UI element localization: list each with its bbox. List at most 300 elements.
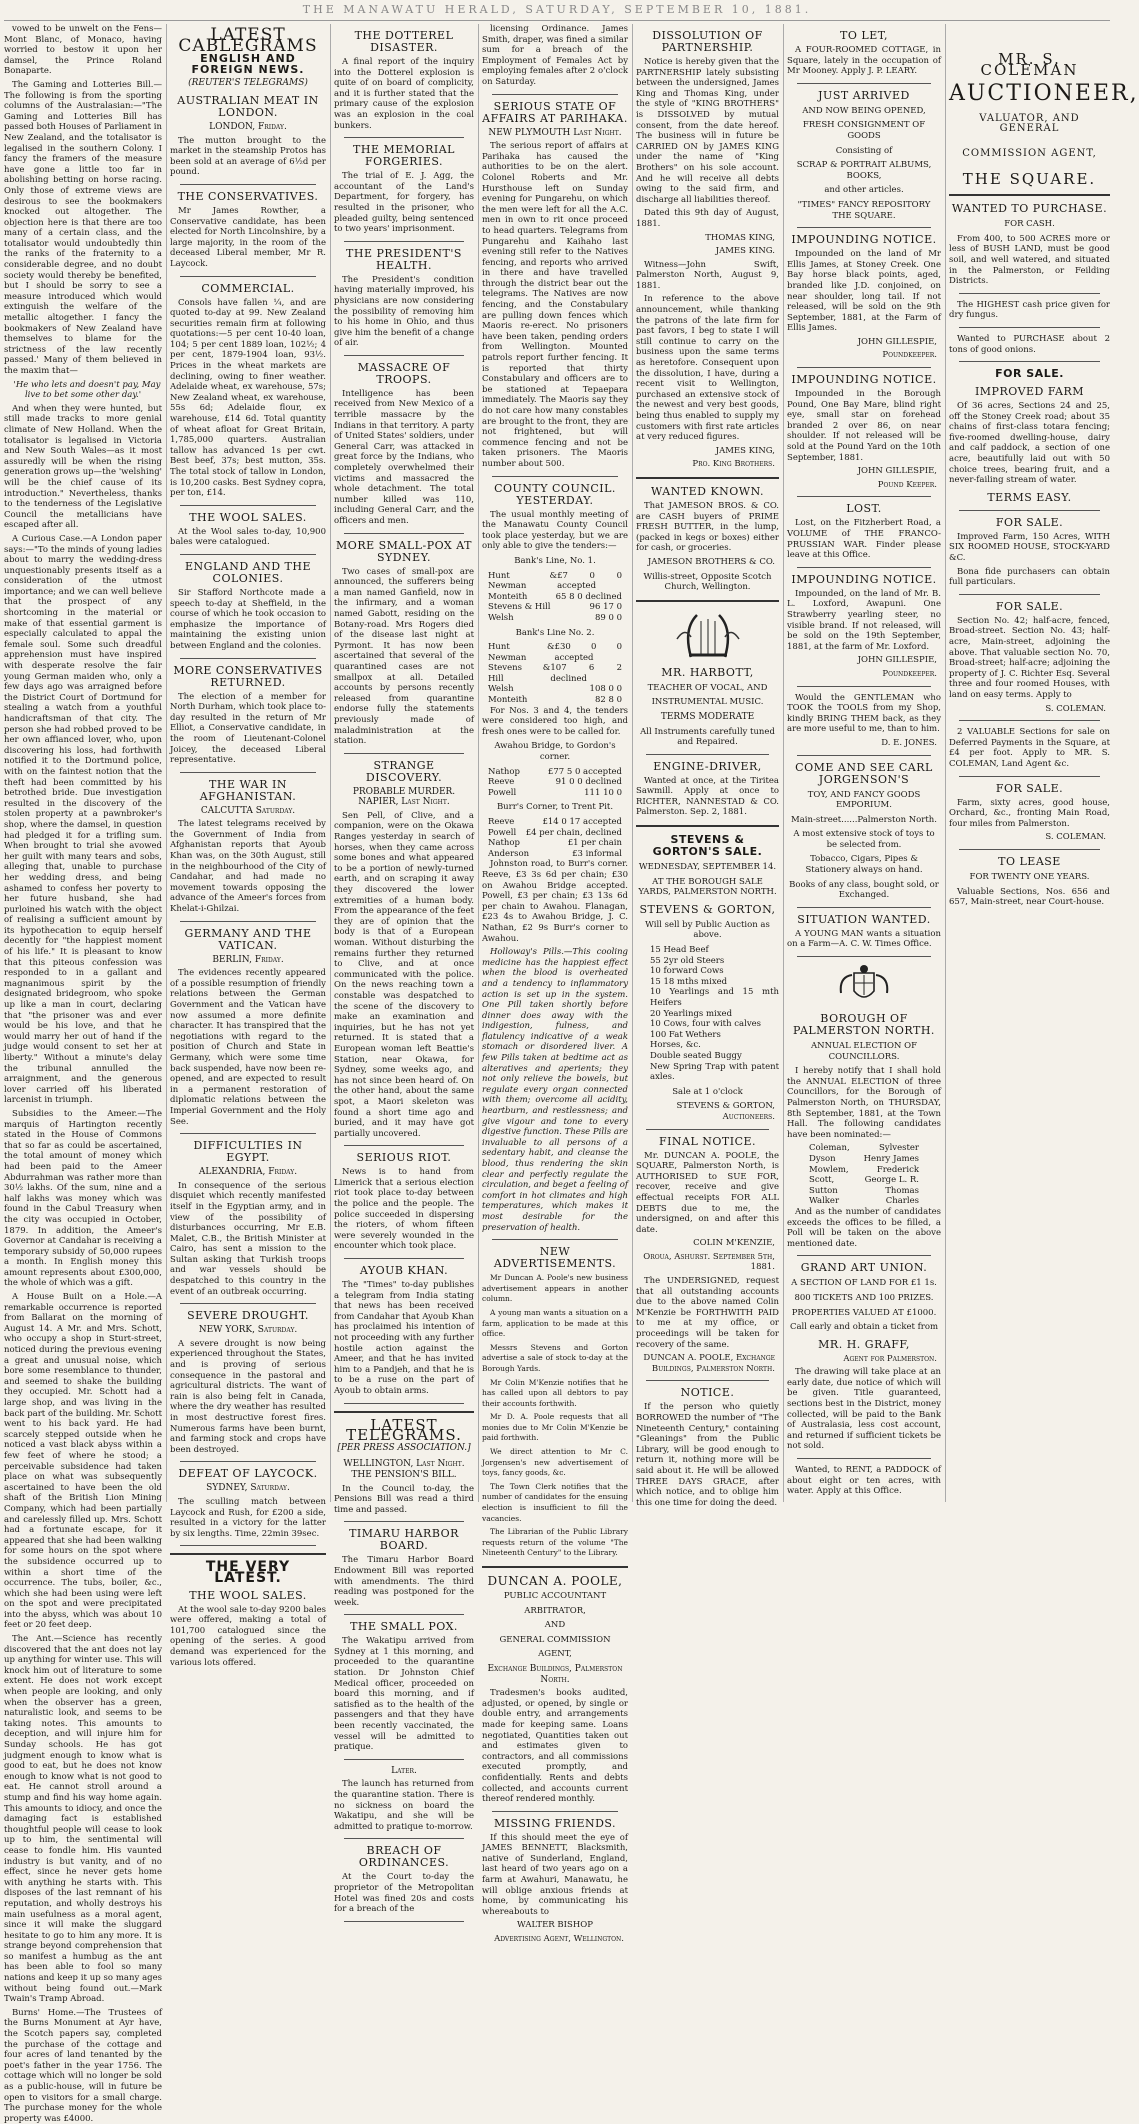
divider: [180, 505, 316, 506]
article-text: Consols have fallen ¼, and are quoted to-day at 99. New Zealand securities remain firm at following quotations:—5 per cent 10-40 loan, 104; 5 per cent 1889 loan, 102½; 4 per cent, 1879-1904 loan, 93½. Prices in the wheat markets are declining, owing to finer weather. Adelaide wheat, ex warehouse, 57s; New Zealand wheat, ex warehouse, 55s 6d; Adelaide flour, ex warehouse, £14 6d. Total quantity of wheat afloat for Great Britain, 1,785,000 quarters. Australian tallow has advanced 1s per cwt. Best beef, 37s; best mutton, 35s. The total stock of tallow in London, is 10,200 casks. Best Sydney copra, per ton, £14.: [170, 297, 326, 499]
sale-item: New Spring Trap with patent axles.: [650, 1061, 779, 1083]
tender-label: Burr's Corner, to Trent Pit.: [496, 802, 614, 813]
article-text: The mutton brought to the market in the steamship Protos has been sold at an average of 6½d per pound.: [170, 135, 326, 178]
divider: [797, 956, 931, 957]
tender-amount: £77 5 0 accepted: [547, 766, 622, 777]
advertisement-heading: IMPOUNDING NOTICE.: [791, 572, 937, 586]
article-heading: ENGLAND AND THE COLONIES.: [185, 559, 311, 585]
advertisement-text: A FOUR-ROOMED COTTAGE, in Square, lately in the occupation of Mr Mooney. Apply J. P. LEARY.: [787, 45, 941, 77]
divider: [344, 241, 464, 242]
tender-row: [482, 592, 628, 603]
column-4: [482, 24, 629, 1945]
advertisement-text: 2 VALUABLE Sections for sale on Deferred Payments in the Square, at £4 per foot. Apply to MR. S. COLEMAN, Land Agent &c.: [949, 727, 1110, 769]
article-heading: AUSTRALIAN MEAT IN LONDON.: [177, 93, 319, 119]
article-paragraph: The Ant.—Science has recently discovered that the ant does not lay up anything for winter use. This will knock him out of literature to some extent. He does not work except when people are looking, and only when the observer has a green, naturalistic look, and seems to be taking notes. This amounts to deception, and will injure him for Sunday schools. He has got judgment enough to know what is good to eat, but he does not know enough to know what is not good to eat. He cannot stroll around a stump and find his way home again. This amounts to idiocy, and once the damaging fact is established thoughtful people will cease to look up to him, the sentimental will cease to fondle him. His vaunted industry is but vanity, and of no effect, since he never gets home with anything he starts with. This disposes of the last remnant of his reputation, and wholly destroys his main usefulness as a moral agent, since it will make the sluggard hesitate to go to him any more. It is strange beyond comprehension that so manifest a humbug as the ant has been able to fool so many nations and keep it up so many ages without being found out.—Mark Twain's Tramp Abroad.: [4, 1634, 162, 2005]
article-text: The usual monthly meeting of the Manawatu County Council took place yesterday, but we are only able to give the tenders:—: [482, 509, 628, 552]
article-paragraph: And when they were hunted, but still made tracks to more genial climate of New Holland. When the totalisator is legalised in Victoria and New South Wales—as it most assuredly will be when the rising generation grows up—the 'welshing' will be the chief cause of its introduction." Nevertheless, thanks to the tenderness of the Legislative Council the metallicians have escaped after all.: [4, 403, 162, 531]
divider: [344, 1921, 464, 1922]
tender-row: [482, 642, 628, 663]
sale-item: 55 2yr old Steers: [650, 955, 725, 966]
advertiser-title: AGENT,: [538, 1649, 572, 1660]
article-text: The sculling match between Laycock and Rush, for £200 a side, resulted in a victory for the latter by six lengths. Time, 22min 39sec.: [170, 1496, 326, 1539]
tender-row: [482, 695, 628, 706]
advertisement-text: Impounded in the Borough Pound, One Bay Mare, blind right eye, small star on forehead branded 2 over 86, on near shoulder. If not released will be sold at the Pound Yard on the 10th September, 1881.: [787, 389, 941, 463]
sale-item-list: [636, 945, 779, 1083]
advertisement-heading: FOR SALE.: [995, 781, 1064, 795]
tender-amount: 65 8 0 declined: [555, 591, 622, 602]
article-text: Mr James Rowther, a Conservative candidate, has been elected for North Lincolnshire, by a large majority, in the room of the deceased Liberal member, Mr R. Laycock.: [170, 205, 326, 269]
section-title: LATEST CABLEGRAMS: [178, 25, 318, 56]
tenderer-name: Powell: [488, 787, 517, 798]
column-rule: [478, 24, 479, 1502]
tenderer-name: Nathop: [488, 838, 520, 849]
advertisement-heading: SITUATION WANTED.: [797, 912, 931, 926]
advertisement-line: SCRAP & PORTRAIT ALBUMS, BOOKS,: [796, 160, 932, 181]
advertisement-text: Of 36 acres, Sections 24 and 25, off the Stoney Creek road; about 35 chains of first-class totara fencing; five-roomed dwelling-house, dairy and calf paddock, a section of one acre, beautifully laid out with 50 choice trees, bearing fruit, and a never-failing stream of water.: [949, 401, 1110, 486]
advertisement-text: Wanted at once, at the Tiritea Sawmill. Apply at once to RICHTER, NANNESTAD & CO. Palmerston. Sep. 2, 1881.: [636, 775, 779, 818]
tenderer-name: Powell: [488, 827, 517, 838]
advertisement-heading: FOR SALE.: [995, 367, 1064, 381]
signature: Pro. King Brothers.: [692, 459, 775, 470]
article-text: Intelligence has been received from New Mexico of a terrible massacre by the Indians in that territory. A party of United States' soldiers, under General Carr, was attacked in great force by the Indians, who completely overwhelmed their victims and massacred the whole detachment. The total number killed was 110, including General Carr, and the officers and men.: [334, 388, 474, 526]
article-text: The election of a member for North Durham, which took place to-day resulted in the return of Mr Elliot, a Conservative candidate, in the room of Lieutenant-Colonel Joicey, the deceased Liberal representative.: [170, 691, 326, 766]
tender-amount: 111 10 0: [584, 787, 622, 798]
tender-amount: 89 0 0: [594, 612, 622, 623]
tender-amount: £30 0 0 accepted: [554, 642, 622, 663]
column-3: [334, 24, 474, 1915]
divider: [959, 361, 1100, 362]
latest-telegrams-title: LATEST TELEGRAMS.: [346, 1415, 462, 1445]
advertisement-heading: WANTED KNOWN.: [650, 484, 765, 498]
candidate-row: [787, 1154, 941, 1165]
divider: [344, 1614, 464, 1615]
article-text: Sen Pell, of Clive, and a companion, were on the Okawa Ranges yesterday in search of horses, when they came across some bones and what appeared to be a portion of newly-turned earth, and on scraping it away they discovered the lower extremities of a human body. From the appearance of the feet they are of opinion that the body is that of a European woman. Without disturbing the remains further they returned to Clive, and at once communicated with the police. On the news reaching town a constable was despatched to the scene of the discovery to make an examination and inquiries, but he has not yet returned. It is stated that a European woman left Beattie's Station, near Okawa, for Sydney, some weeks ago, and has not since been heard of. On the other hand, about the same spot, a Maori skeleton was found a short time ago and buried, and it may have got partially uncovered.: [334, 810, 474, 1139]
divider: [797, 1255, 931, 1256]
divider: [180, 1303, 316, 1304]
divider: [636, 600, 779, 602]
list-item: Mr Colin M'Kenzie notifies that he has called upon all debtors to pay their accounts forthwith.: [482, 1377, 628, 1408]
advertisement-heading: DISSOLUTION OF PARTNERSHIP.: [652, 29, 763, 54]
sale-item: 10 forward Cows: [650, 966, 724, 977]
advertisement-heading: WANTED TO PURCHASE.: [951, 202, 1108, 216]
article-heading: AYOUB KHAN.: [359, 1264, 449, 1278]
divider: [797, 83, 931, 84]
advertisement-line: PROPERTIES VALUED AT £1000.: [791, 1307, 937, 1318]
advertisement-line: FRESH CONSIGNMENT OF GOODS: [802, 120, 926, 141]
masthead: THE MANAWATU HERALD, SATURDAY, SEPTEMBER 10, 1881.: [302, 3, 812, 16]
advertisement-text: Will sell by Public Auction as above.: [645, 919, 770, 941]
tenderer-name: Monteith: [488, 695, 528, 706]
divider: [492, 1239, 618, 1240]
advertisement-heading: ENGINE-DRIVER,: [653, 759, 762, 773]
advertisement-text: Farm, sixty acres, good house, Orchard, &c., fronting Main Road, four miles from Palmerston.: [949, 797, 1110, 829]
tender-row: [482, 613, 628, 624]
advertisement-text: All Instruments carefully tuned and Repaired.: [640, 726, 775, 748]
advertisement-text: That JAMESON BROS. & CO. are CASH buyers of PRIME FRESH BUTTER, in the lump, (packed in kegs or boxes) either for cash, or groceries.: [636, 500, 779, 554]
article-heading: STRANGE DISCOVERY.: [365, 758, 443, 784]
article-heading: COMMERCIAL.: [201, 281, 295, 295]
advertisement-text: Dated this 9th day of August, 1881.: [636, 208, 779, 229]
advertiser-title: AUCTIONEER,: [949, 81, 1139, 107]
masthead-rule: [4, 20, 1110, 21]
article-text: licensing Ordinance. James Smith, draper, was fined a similar sum for a breach of the Employment of Females Act by employing females after 2 o'clock on Saturday.: [482, 24, 628, 87]
tender-amount: 107 6 2 declined: [550, 663, 622, 684]
tender-row: [482, 777, 628, 788]
article-heading: THE SMALL POX.: [350, 1620, 458, 1634]
article-text: For Nos. 3 and 4, the tenders were considered too high, and fresh ones were to be called for.: [482, 705, 628, 737]
divider: [180, 276, 316, 277]
article-paragraph: A Curious Case.—A London paper says:—"To the minds of young ladies about to marry the wedding-dress unquestionably presents itself as a consideration of the utmost importance; and we can well believe that the prospect of any shortcoming in the material or make of that essential garment is especially calculated to appal the female soul. Some such dreadful apprehension must have inspired with desperate resolve the fair young German maiden who, only a few days ago was arraigned before the District Court of Dortmund for stealing a watch from a youthful handicraftsman of that city. The person she had robbed proved to be her own affianced lover, who, upon discovering his loss, had forthwith notified it to the Dortmund police, with on the faintest notion that the theft had been committed by his betrothed bride. Due investigation resulted in the discovery of the stolen property at a pawnbroker's shop, where the damsel, in question had pledged it for a trifling sum. When brought to trial she avowed her guilt with many tears and sobs, alleging that, unable to purchase her wedding dress, and being ashamed to confess her poverty to her future husband, she had purloined his watch with the object of realising a sufficient amount by its hypothecation to equip herself decently for "the happiest moment of his life." It is pleasant to know that this piteous confession was responded to in a gallant and magnanimous spirit by the designated bridegroom, who spoke up like a man in court, declaring that "the prisoner was and ever would be his love, and that he would marry her out of hand if the judge would consent to set her at liberty." Without a minute's delay the tribunal annulled the arraignment, and the generous lover carried off his liberated larcenist in triumph.: [4, 533, 162, 1106]
signature: JOHN GILLESPIE,: [857, 336, 937, 347]
divider: [797, 755, 931, 756]
candidate-surname: Walker: [809, 1196, 840, 1207]
advertisement-text: Impounded on the land of Mr Ellis James, at Stoney Creek. One Bay horse black points, aged, branded like J.D. conjoined, on near shoulder, long tail. If not released, will be sold on the 9th September, 1881, at the Farm of Ellis James.: [787, 249, 941, 334]
advertisement-text: The drawing will take place at an early date, due notice of which will be given. Title guaranteed, sections best in the District, money collected, will be paid to the Bank of Australasia, less cost account, and returned if sufficient tickets be not sold.: [787, 1367, 941, 1452]
candidate-row: [787, 1143, 941, 1154]
candidate-surname: Dyson: [809, 1153, 836, 1164]
divider: [344, 355, 464, 356]
article-text: News is to hand from Limerick that a serious election riot took place to-day between the police and the people. The police succeeded in dispersing the rioters, of whom fifteen were severely wounded in the encounter which took place.: [334, 1167, 474, 1252]
advertisement-text: Would the GENTLEMAN who TOOK the TOOLS from my Shop, kindly BRING THEM back, as they are more useful to me, than to him.: [787, 692, 941, 735]
divider: [344, 1838, 464, 1839]
article-paragraph: The Gaming and Lotteries Bill.—The following is from the sporting columns of the Australasian:—"The Gaming and Lotteries Bill has passed both Houses of Parliament in New Zealand, and the totalisator is legalised in the southern Colony. I fancy the framers of the measure have gone a little too far in abolishing betting on horse racing. Only those of extreme views are desirous to see the bookmakers knocked out altogether. The objection here is that there are too many of a certain class, and the totalisator would undoubtedly thin the ranks of the fraternity to a considerable degree, and no doubt society would thereby be benefited, but I should be sorry to see a measure introduced which would extinguish the welfare of the metallic altogether. I fancy the bookmakers of New Zealand have themselves to blame for the strictness of the law recently passed.' Many of them believed in the maxim that—: [4, 79, 162, 376]
signature: Pound Keeper.: [877, 479, 937, 490]
divider: [344, 1521, 464, 1522]
signature: Advertising Agent, Wellington.: [494, 1934, 624, 1945]
advertiser-title: PUBLIC ACCOUNTANT: [503, 1591, 607, 1601]
tenderer-name: Welsh: [488, 612, 514, 623]
divider: [344, 1403, 464, 1404]
sale-time: Sale at 1 o'clock: [672, 1086, 743, 1097]
advertiser-name: "TIMES" FANCY REPOSITORY THE SQUARE.: [797, 199, 931, 221]
tender-row: [482, 788, 628, 799]
dateline: BERLIN, Friday.: [212, 954, 284, 965]
divider: [797, 686, 931, 687]
divider: [797, 496, 931, 497]
candidate-forename: Frederick: [876, 1164, 919, 1175]
advertisement-subheading: FOR TWENTY ONE YEARS.: [969, 871, 1090, 882]
list-item: We direct attention to Mr C. Jorgensen's new advertisement of toys, fancy goods, &c.: [482, 1447, 628, 1478]
advertiser-address: Exchange Buildings, Palmerston North.: [487, 1663, 623, 1685]
section-subtitle: ENGLISH AND FOREIGN NEWS.: [191, 52, 305, 76]
signature: S. COLEMAN.: [1045, 832, 1106, 843]
column-rule: [330, 24, 331, 1502]
advertiser-line: COMMISSION AGENT,: [962, 147, 1097, 159]
divider: [492, 94, 618, 95]
signature: JAMESON BROTHERS & CO.: [647, 556, 775, 567]
advertiser-address: Willis-street, Opposite Scotch Church, Wellington.: [643, 571, 772, 593]
article-heading: SEVERE DROUGHT.: [187, 1309, 309, 1323]
divider: [180, 1133, 316, 1134]
advertisement-heading: FINAL NOTICE.: [658, 1134, 757, 1148]
divider: [797, 1458, 931, 1459]
article-text: Holloway's Pills.—This cooling medicine has the happiest effect when the blood is overheated and a tendency to inflammatory action is set up in the system. One Pill taken shortly before dinner does away with the indigestion, fulness, and flatulency indicative of a weak stomach or disordered liver. A few Pills taken at bedtime act as alteratives and aperients; they not only relieve the bowels, but regulate every organ connected with them; overcome all acidity, heartburn, and restlessness; and give vigour and tone to every digestive function. These Pills are invaluable to all persons of a sedentary habit, and cleanse the blood, thus rendering the skin clear and perfectly regulate the circulation, and beget a feeling of comfort in hot climates and high temperatures, which makes it most desirable for the preservation of health.: [482, 947, 629, 1233]
sale-item: 10 Cows, four with calves: [650, 1019, 762, 1030]
dateline: ALEXANDRIA, Friday.: [198, 1167, 298, 1178]
article-text: The Timaru Harbor Board Endowment Bill was reported with amendments. The third reading was postponed for the week.: [334, 1555, 474, 1608]
article-heading: THE WOOL SALES.: [189, 1588, 307, 1602]
tender-row: [482, 663, 628, 684]
advertisement-text: If the person who quietly BORROWED the number of "The Nineteenth Century," containing "Gleanings" from the Public Library, will be good enough to return it, nothing more will be said about it. He will be allowed THREE DAYS GRACE, after which notice, and to oblige him this one time for doing the deed.: [636, 1402, 779, 1508]
sale-item: 15 18 mths mixed: [650, 976, 728, 987]
divider: [949, 194, 1110, 196]
divider: [959, 293, 1100, 294]
divider: [344, 1258, 464, 1259]
signature: Agent for Palmerston.: [843, 1353, 937, 1364]
signature: COLIN M'KENZIE,: [693, 1238, 775, 1249]
divider: [180, 1545, 316, 1546]
article-text: The latest telegrams received by the Government of India from Afghanistan reports that Ayoub Khan was, on the 30th August, still in the neighbourhood of the City of Candahar, and had made no movement towards opposing the advance of the Ameer's forces from Khelat-i-Ghilzai.: [170, 819, 326, 915]
advertisement-line: and other articles.: [824, 185, 904, 196]
advertisement-text: Lost, on the Fitzherbert Road, a VOLUME of THE FRANCO-PRUSSIAN WAR. Finder please leave at this Office.: [787, 518, 941, 561]
article-heading: THE WOOL SALES.: [189, 510, 307, 524]
advertisement-text: The UNDERSIGNED, request that all outstanding accounts due to the above named Colin M'Kenzie be FORTHWITH PAID to me at my office, or proceedings will be taken for recovery of the same.: [636, 1276, 779, 1350]
article-paragraph: A House Built on a Hole.—A remarkable occurrence is reported from Ballarat on the morning of August 14. A Mr. and Mrs. Schott, who occupy a shop in Sturt-street, noticed during the previous evening a great and unusual noise, which bore some resemblance to thunder, and seemed to shake the building they occupied. Mr. Schott had a large shop, and was living in the back part of the building. Mr. Schott went to his back yard. He had scarcely stepped outside when he noticed a vast black abyss within a few feet of where he stood; a perceivable subsidence had taken place on what was subsequently ascertained to have been the old shaft of the British Lion Mining Company, which had been partially and carelessly filled up. Mrs. Schott had a fortunate escape, for it appeared that she had been walking for some hours on the spot where the subsidence occurred up to within a short time of the occurrence. The tubs, boiler, &c., which she had been using were left on the spot and were precipitated into the abyss, which was about 10 feet or 20 feet deep.: [4, 1292, 162, 1631]
tender-table: [482, 741, 628, 859]
column-rule: [783, 24, 784, 1502]
tender-row: [482, 602, 628, 613]
list-item: A young man wants a situation on a farm, application to be made at this office.: [482, 1307, 628, 1339]
signature: Oroua, Ashurst. September 5th, 1881.: [643, 1251, 775, 1273]
tenderer-name: Anderson: [488, 848, 530, 859]
tenderer-name: Reeve: [488, 817, 515, 827]
tender-amount: £14 0 17 accepted: [542, 817, 622, 827]
article-heading: THE MEMORIAL FORGERIES.: [353, 143, 455, 169]
advertisement-heading: NOTICE.: [680, 1386, 735, 1400]
advertisement-heading: IMPOUNDING NOTICE.: [791, 233, 937, 247]
advertisement-text: Valuable Sections, Nos. 656 and 657, Main-street, near Court-house.: [949, 886, 1110, 908]
tender-label: Awahou Bridge, to Gordon's corner.: [494, 741, 616, 763]
divider: [636, 477, 779, 479]
article-paragraph: Burns' Home.—The Trustees of the Burns Monument at Ayr have, the Scotch papers say, completed the purchase of the cottage and four acres of land tenanted by the poet's father in the year 1756. The cottage which will no longer be sold as a public-house, will in future be open to visitors for a small charge. The purchase money for the whole property was £4000.: [4, 2007, 162, 2124]
article-text: Sir Stafford Northcote made a speech to-day at Sheffield, in the course of which he took occasion to emphasize the importance of maintaining the existing union between England and the colonies.: [170, 587, 326, 651]
tender-amount: 82 8 0: [594, 695, 622, 706]
article-text: The "Times" to-day publishes a telegram from India stating that news has been received from Candahar that Ayoub Khan has proclaimed his intention of not proceeding with any further hostile action against the Ameer, and that he has invited him to a Pandjeh, and that he is to be a ruse on the part of Ayoub to obtain arms.: [334, 1280, 474, 1396]
coat-of-arms-icon: [837, 963, 891, 1007]
divider: [492, 1811, 618, 1812]
candidate-forename: Thomas: [885, 1185, 919, 1196]
advertiser-name: DUNCAN A. POOLE,: [487, 1574, 623, 1588]
advertisement-line: Books of any class, bought sold, or Exchanged.: [789, 879, 939, 901]
advertisement-text: I hereby notify that I shall hold the ANNUAL ELECTION of three Councillors, for the Borough of Palmerston North, on THURSDAY, 8th September, 1881, at the Town Hall. The following candidates have been nominated:—: [787, 1066, 941, 1140]
auctioneer-name: STEVENS & GORTON,: [639, 902, 776, 916]
advertisement-line: A SECTION OF LAND FOR £1 1s.: [791, 1278, 937, 1289]
candidate-forename: Charles: [885, 1196, 919, 1207]
candidate-row: [787, 1165, 941, 1176]
article-text: The evidences recently appeared of a possible resumption of friendly relations between the German Government and the Vatican have now assumed a more definite character. It has transpired that the negotiations with regard to the position of Church and State in Germany, which were some time back suspended, have now been re-opened, and are expected to result in a permanent restoration of diplomatic relations between the Imperial Government and the Holy See.: [170, 968, 326, 1127]
tender-row: [482, 838, 628, 849]
tenderer-name: Stevens & Hill: [488, 602, 551, 613]
very-latest-title: THE VERY LATEST.: [205, 1559, 291, 1586]
advertiser-title: AND: [544, 1620, 566, 1631]
advertisement-text: A most extensive stock of toys to be selected from.: [793, 829, 935, 850]
divider: [959, 510, 1100, 511]
divider: [959, 327, 1100, 328]
advertisement-heading: IMPOUNDING NOTICE.: [791, 373, 937, 387]
article-text: The trial of E. J. Agg, the accountant of the Land's Department, for forgery, has resulted in the prisoner, who pleaded guilty, being sentenced to two years' imprisonment.: [334, 171, 474, 235]
advertisement-text: Bona fide purchasers can obtain full particulars.: [949, 566, 1110, 588]
signature: D. E. JONES.: [881, 737, 937, 748]
sale-item: 15 Head Beef: [650, 945, 709, 956]
advertiser-title: INSTRUMENTAL MUSIC.: [651, 697, 764, 708]
column-rule: [632, 24, 633, 1502]
advertiser-line: VALUATOR, AND GENERAL: [979, 112, 1080, 135]
article-text: At the Court to-day the proprietor of the Metropolitan Hotel was fined 20s and costs for a breach of the: [334, 1872, 474, 1915]
advertiser-title: TEACHER OF VOCAL, AND: [647, 682, 768, 693]
tender-row: [482, 767, 628, 778]
signature: JOHN GILLESPIE,: [857, 466, 937, 477]
advertisement-subheading: ANNUAL ELECTION OF COUNCILLORS.: [811, 1041, 917, 1062]
sale-item: Horses, &c.: [650, 1040, 701, 1051]
tender-table: [482, 556, 628, 706]
signature: Poundkeeper.: [882, 668, 937, 679]
byline: (REUTER'S TELEGRAMS): [188, 78, 308, 89]
advertisement-text: In reference to the above announcement, while thanking the patrons of the late firm for past favors, I beg to state I will still continue to carry on the business upon the same terms as heretofore. Consequent upon the dissolution, I have, during a recent visit to Wellington, purchased an extensive stock of the newest and very best goods, being thus enabled to supply my customers with first rate articles at very reduced figures.: [636, 294, 779, 443]
divider: [170, 1553, 326, 1555]
lyre-ornament-icon: [673, 609, 743, 661]
divider: [180, 184, 316, 185]
candidate-surname: Mowlem,: [809, 1164, 849, 1175]
dateline: LONDON, Friday.: [209, 121, 287, 132]
divider: [180, 772, 316, 773]
tenderer-name: Hunt & Newman: [488, 642, 555, 663]
tender-amount: 108 0 0: [589, 684, 622, 695]
advertisement-subheading: TOY, AND FANCY GOODS EMPORIUM.: [807, 789, 921, 811]
article-heading: SERIOUS RIOT.: [356, 1151, 452, 1165]
sale-item: Double seated Buggy: [650, 1050, 742, 1061]
advertisement-heading: JUST ARRIVED: [818, 88, 910, 102]
advertiser-title: GENERAL COMMISSION: [499, 1634, 611, 1645]
sale-date: WEDNESDAY, SEPTEMBER 14.: [638, 862, 777, 873]
article-heading: MORE SMALL-POX AT SYDNEY.: [336, 538, 472, 564]
article-text: The President's condition having materially improved, his physicians are now considering the possibility of removing him to his home in Ohio, and thus give him the benefit of a change of air.: [334, 274, 474, 349]
advertiser-titles: [482, 1591, 628, 1660]
tender-row: [482, 828, 628, 839]
candidate-surname: Scott,: [809, 1175, 835, 1186]
dateline: SYDNEY, Saturday.: [206, 1483, 290, 1494]
candidate-surname: Sutton: [809, 1185, 838, 1196]
divider: [344, 137, 464, 138]
article-text: The Wakatipu arrived from Sydney at 1 this morning, and proceeded to the quarantine station. Dr Johnston Chief Medical officer, proceeded on board this morning, and if satisfied as to the health of the passengers and that they have been recently vaccinated, the vessel will be admitted to pratique.: [334, 1636, 474, 1753]
sale-item: 20 Yearlings mixed: [650, 1008, 733, 1019]
article-text: At the Wool sales to-day, 10,900 bales were catalogued.: [170, 526, 326, 548]
divider: [797, 567, 931, 568]
divider: [959, 849, 1100, 850]
tenderer-name: Reeve: [488, 777, 515, 788]
advertisement-text: From 400, to 500 ACRES more or less of BUSH LAND, must be good soil, and well watered, and situated in the Palmerston, or Feilding Districts.: [949, 233, 1110, 287]
advertisement-text: Wanted to PURCHASE about 2 tons of good onions.: [949, 333, 1110, 355]
signature: JAMES KING.: [715, 246, 775, 257]
advertisement-heading: STEVENS & GORTON'S SALE.: [652, 833, 763, 859]
article-heading: DIFFICULTIES IN EGYPT.: [193, 1139, 303, 1165]
list-item: The Librarian of the Public Library requests return of the volume "The Nineteenth Century" to the Library.: [482, 1527, 628, 1558]
article-paragraph: 'He who lets and doesn't pay, May live to bet some other day.': [13, 379, 161, 401]
advertisement-text: Impounded, on the land of Mr. B. L. Loxford, Awapuni. One Strawberry yearling steer, no visible brand. If not released, will be sold on the 19th September, 1881, at the farm of Mr. Loxford.: [787, 588, 941, 652]
advertisement-line: 800 TICKETS AND 100 PRIZES.: [794, 1292, 934, 1303]
advertisement-text: A YOUNG MAN wants a situation on a Farm—A. C. W. Times Office.: [787, 928, 941, 950]
dateline: CALCUTTA Saturday.: [200, 805, 296, 816]
advertisement-text: If this should meet the eye of JAMES BENNETT, Blacksmith, native of Sunderland, England, last heard of two years ago on a farm at Awahuri, Manawatu, he will oblige anxious friends at home, by communicating his whereabouts to: [482, 1832, 628, 1917]
divider: [959, 594, 1100, 595]
article-paragraph: vowed to be unwelt on the Fens—Mont Blanc, of Monaco, having worried to bestow it upon her damsel, the Prince Roland Bonaparte.: [4, 24, 162, 77]
article-text: Two cases of small-pox are announced, the sufferers being a man named Ganfield, now in the infirmary, and a woman named Gabott, residing on the Botany-road. Mrs Rogers died of the disease last night at Pyrmont. It has now been ascertained that several of the quarantined cases are not smallpox at all. Detailed accounts by persons recently released from quarantine endorse fully the statements previously made of maladministration at the station.: [334, 566, 474, 747]
advertiser-title: ARBITRATOR,: [524, 1605, 586, 1616]
divider: [334, 1411, 474, 1413]
advertisement-subheading: FOR CASH.: [1004, 219, 1055, 230]
tender-row: [482, 571, 628, 592]
article-text: At the wool sale to-day 9200 bales were offered, making a total of 101,700 catalogued since the opening of the series. A good demand was experienced for the various lots offered.: [170, 1604, 326, 1668]
candidate-row: [787, 1186, 941, 1197]
advertisement-heading: TO LET,: [840, 29, 888, 42]
article-heading: THE WAR IN AFGHANISTAN.: [199, 777, 297, 803]
signature: Poundkeeper.: [882, 350, 937, 361]
divider: [180, 921, 316, 922]
advertisement-line: Tobacco, Cigars, Pipes & Stationery always on hand.: [805, 854, 923, 876]
article-heading: COUNTY COUNCIL. YESTERDAY.: [494, 481, 616, 507]
tender-amount: £4 per chain, declined: [525, 827, 622, 838]
tender-row: [482, 817, 628, 828]
signature: WALTER BISHOP: [517, 1920, 593, 1931]
article-heading: THE DOTTEREL DISASTER.: [354, 29, 454, 54]
signature: THOMAS KING,: [705, 232, 775, 243]
divider: [646, 1380, 769, 1381]
divider: [344, 753, 464, 754]
tenderer-name: Welsh: [488, 684, 514, 695]
tender-row: [482, 684, 628, 695]
advertisement-line: Consisting of: [835, 145, 893, 156]
press-association-byline: [PER PRESS ASSOCIATION.]: [337, 1442, 471, 1453]
signature: STEVENS & GORTON, Auctioneers.: [676, 1101, 775, 1122]
article-text: In consequence of the serious disquiet which recently manifested itself in the Egyptian army, and in view of the possibility of disturbances occurring, Mr E.B. Malet, C.B., the British Minister at Cairo, has sent a mission to the Sultan asking that Turkish troops and war vessels should be despatched to this country in the event of an outbreak occurring.: [170, 1180, 326, 1297]
article-heading: BREACH OF ORDINANCES.: [358, 1844, 450, 1870]
sale-place: AT THE BOROUGH SALE YARDS, PALMERSTON NORTH.: [638, 876, 777, 898]
article-text: The launch has returned from the quarantine station. There is no sickness on board the Wakatipu, and she will be admitted to pratique to-morrow.: [334, 1779, 474, 1832]
signature: JAMES KING,: [715, 445, 775, 456]
candidate-forename: Henry James: [863, 1153, 919, 1164]
tenderer-name: Hunt & Newman: [488, 570, 558, 592]
dateline: NEW YORK, Saturday.: [198, 1325, 298, 1336]
advertisement-text: Tradesmen's books audited, adjusted, or opened, by single or double entry, and arrangements made for keeping same. Loans negotiated, Quantities taken out and estimates given to contractors, and all commissions executed promptly, and confidentially. Rents and debts collected, and accounts current thereof rendered monthly.: [482, 1688, 628, 1805]
divider: [344, 1759, 464, 1760]
divider: [636, 825, 779, 827]
tender-amount: £1 per chain: [567, 838, 622, 849]
advertisement-heading: FOR SALE.: [995, 599, 1064, 613]
agent-name: MR. H. GRAFF,: [818, 1337, 910, 1351]
dateline: PROBABLE MURDER. NAPIER, Last Night.: [352, 786, 456, 808]
advertisement-text: Call early and obtain a ticket from: [789, 1322, 939, 1333]
article-heading: GERMANY AND THE VATICAN.: [184, 926, 312, 952]
divider: [180, 554, 316, 555]
advertisement-text: Section No. 42; half-acre, fenced, Broad-street. Section No. 43; half-acre, Main-street, adjoining the above. That valuable section No. 70, Broad-street; half-acre; adjoining the property of J. C. Richter Esq. Several three and four roomed Houses, with land on easy terms. Apply to: [949, 615, 1110, 700]
signature: DUNCAN A. POOLE, Exchange Buildings, Palmerston North.: [643, 1353, 775, 1374]
sale-item: 100 Fat Wethers: [650, 1029, 721, 1040]
divider: [344, 533, 464, 534]
tender-amount: £3 informal: [572, 848, 622, 859]
candidate-forename: George L. R.: [864, 1175, 919, 1186]
divider: [797, 227, 931, 228]
advertiser-name: MR. S. COLEMAN: [980, 50, 1079, 79]
divider: [959, 720, 1100, 721]
advertisement-heading: TO LEASE: [998, 854, 1061, 868]
divider: [492, 476, 618, 477]
advertisement-text: Wanted, to RENT, a PADDOCK of about eight or ten acres, with water. Apply at this Office.: [787, 1465, 941, 1497]
column-6: [787, 24, 941, 1502]
advertisement-text: Witness—John Swift, Palmerston North, August 9, 1881.: [636, 259, 779, 291]
divider: [646, 754, 769, 755]
divider: [797, 367, 931, 368]
advertiser-name: MR. HARBOTT,: [661, 665, 754, 679]
terms: TERMS MODERATE: [660, 711, 755, 722]
